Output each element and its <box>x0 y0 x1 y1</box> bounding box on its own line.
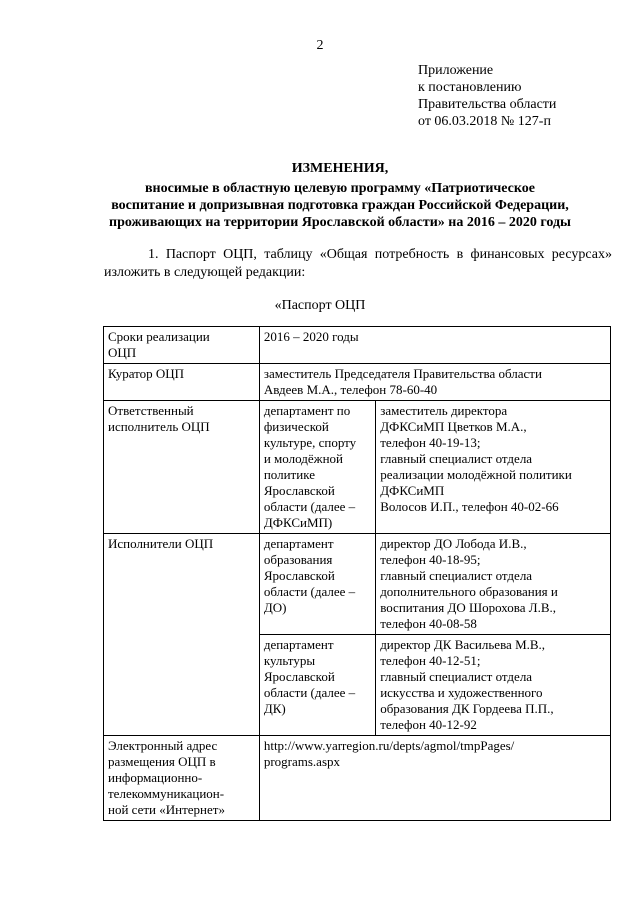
document-subtitle <box>60 180 620 231</box>
row-label <box>104 401 260 534</box>
contact-line: воспитания ДО Шорохова Л.В., <box>380 600 557 615</box>
page-number: 2 <box>316 38 324 53</box>
dept-line: департамент по <box>263 403 351 418</box>
dept-line: ДФКСиМП) <box>263 515 333 530</box>
dept-line: Ярославской <box>263 669 335 684</box>
row-value <box>259 364 610 401</box>
value-line: 2016 – 2020 годы <box>263 329 359 344</box>
contact-line: главный специалист отдела <box>380 451 533 466</box>
label-line: ной сети «Интернет» <box>108 802 225 817</box>
document-title: ИЗМЕНЕНИЯ, <box>291 161 389 176</box>
contact-line: Волосов И.П., телефон 40-02-66 <box>380 499 559 514</box>
contact-line: директор ДО Лобода И.В., <box>380 536 527 551</box>
contact-line: телефон 40-19-13; <box>380 435 481 450</box>
label-line: телекоммуникацион- <box>108 786 225 801</box>
label-line: Сроки реализации <box>108 329 210 344</box>
dept-line: Ярославской <box>263 483 335 498</box>
dept-line: департамент <box>263 637 334 652</box>
value-line: заместитель Председателя Правительства области <box>263 366 542 381</box>
dept-line: образования <box>263 552 333 567</box>
contact-line: телефон 40-12-51; <box>380 653 481 668</box>
row-value <box>259 736 610 821</box>
contact-line: заместитель директора <box>380 403 508 418</box>
label-line: информационно- <box>108 770 203 785</box>
label-line: Электронный адрес <box>108 738 218 753</box>
paragraph-text: 1. Паспорт ОЦП, таблицу «Общая потребность в финансовых ресурсах» изложить в следующей редакции: <box>104 247 612 280</box>
dept-line: ДК) <box>263 701 286 716</box>
appendix-line: от 06.03.2018 № 127-п <box>418 114 551 129</box>
contact-line: ДФКСиМП Цветков М.А., <box>380 419 527 434</box>
row-label <box>104 534 260 736</box>
appendix-line: к постановлению <box>418 80 522 95</box>
dept-line: области (далее – <box>263 685 356 700</box>
contact-line: телефон 40-12-92 <box>380 717 477 732</box>
dept-line: ДО) <box>263 600 287 615</box>
contact-line: ДФКСиМП <box>380 483 445 498</box>
table-row <box>104 736 611 821</box>
dept-line: и молодёжной <box>263 451 343 466</box>
dept-line: физической <box>263 419 329 434</box>
label-line: Исполнители ОЦП <box>108 536 214 551</box>
contact-line: главный специалист отдела <box>380 568 533 583</box>
contact-cell <box>376 534 611 635</box>
table-row <box>104 401 611 534</box>
department-cell <box>259 534 375 635</box>
dept-line: департамент <box>263 536 334 551</box>
label-line: Куратор ОЦП <box>108 366 185 381</box>
table-row <box>104 364 611 401</box>
subtitle-line: воспитание и допризывная подготовка граждан Российской Федерации, <box>111 198 569 213</box>
dept-line: области (далее – <box>263 584 356 599</box>
url-line: programs.aspx <box>263 754 341 769</box>
label-line: размещения ОЦП в <box>108 754 216 769</box>
label-line: исполнитель ОЦП <box>108 419 210 434</box>
department-cell <box>259 635 375 736</box>
contact-line: главный специалист отдела <box>380 669 533 684</box>
contact-cell <box>376 401 611 534</box>
dept-line: области (далее – <box>263 499 356 514</box>
value-line: Авдеев М.А., телефон 78-60-40 <box>263 382 438 397</box>
department-cell <box>259 401 375 534</box>
table-row <box>104 534 611 635</box>
subtitle-line: вносимые в областную целевую программу «Патриотическое <box>145 181 535 196</box>
contact-line: телефон 40-08-58 <box>380 616 477 631</box>
dept-line: культуре, спорту <box>263 435 357 450</box>
dept-line: политике <box>263 467 315 482</box>
row-label <box>104 364 260 401</box>
subtitle-line: проживающих на территории Ярославской области» на 2016 – 2020 годы <box>109 215 571 230</box>
row-label <box>104 327 260 364</box>
dept-line: Ярославской <box>263 568 335 583</box>
contact-line: дополнительного образования и <box>380 584 558 599</box>
url-line: http://www.yarregion.ru/depts/agmol/tmpPages/ <box>263 738 515 753</box>
appendix-line: Правительства области <box>418 97 557 112</box>
appendix-header <box>418 62 556 130</box>
contact-line: реализации молодёжной политики <box>380 467 572 482</box>
contact-line: директор ДК Васильева М.В., <box>380 637 546 652</box>
passport-table <box>103 326 611 821</box>
body-paragraph <box>104 246 612 282</box>
contact-line: искусства и художественного <box>380 685 543 700</box>
label-line: Ответственный <box>108 403 194 418</box>
row-label <box>104 736 260 821</box>
row-value <box>259 327 610 364</box>
appendix-line: Приложение <box>418 63 494 78</box>
table-caption: «Паспорт ОЦП <box>274 298 366 313</box>
contact-cell <box>376 635 611 736</box>
label-line: ОЦП <box>108 345 137 360</box>
contact-line: телефон 40-18-95; <box>380 552 481 567</box>
dept-line: культуры <box>263 653 316 668</box>
table-row <box>104 327 611 364</box>
contact-line: образования ДК Гордеева П.П., <box>380 701 554 716</box>
